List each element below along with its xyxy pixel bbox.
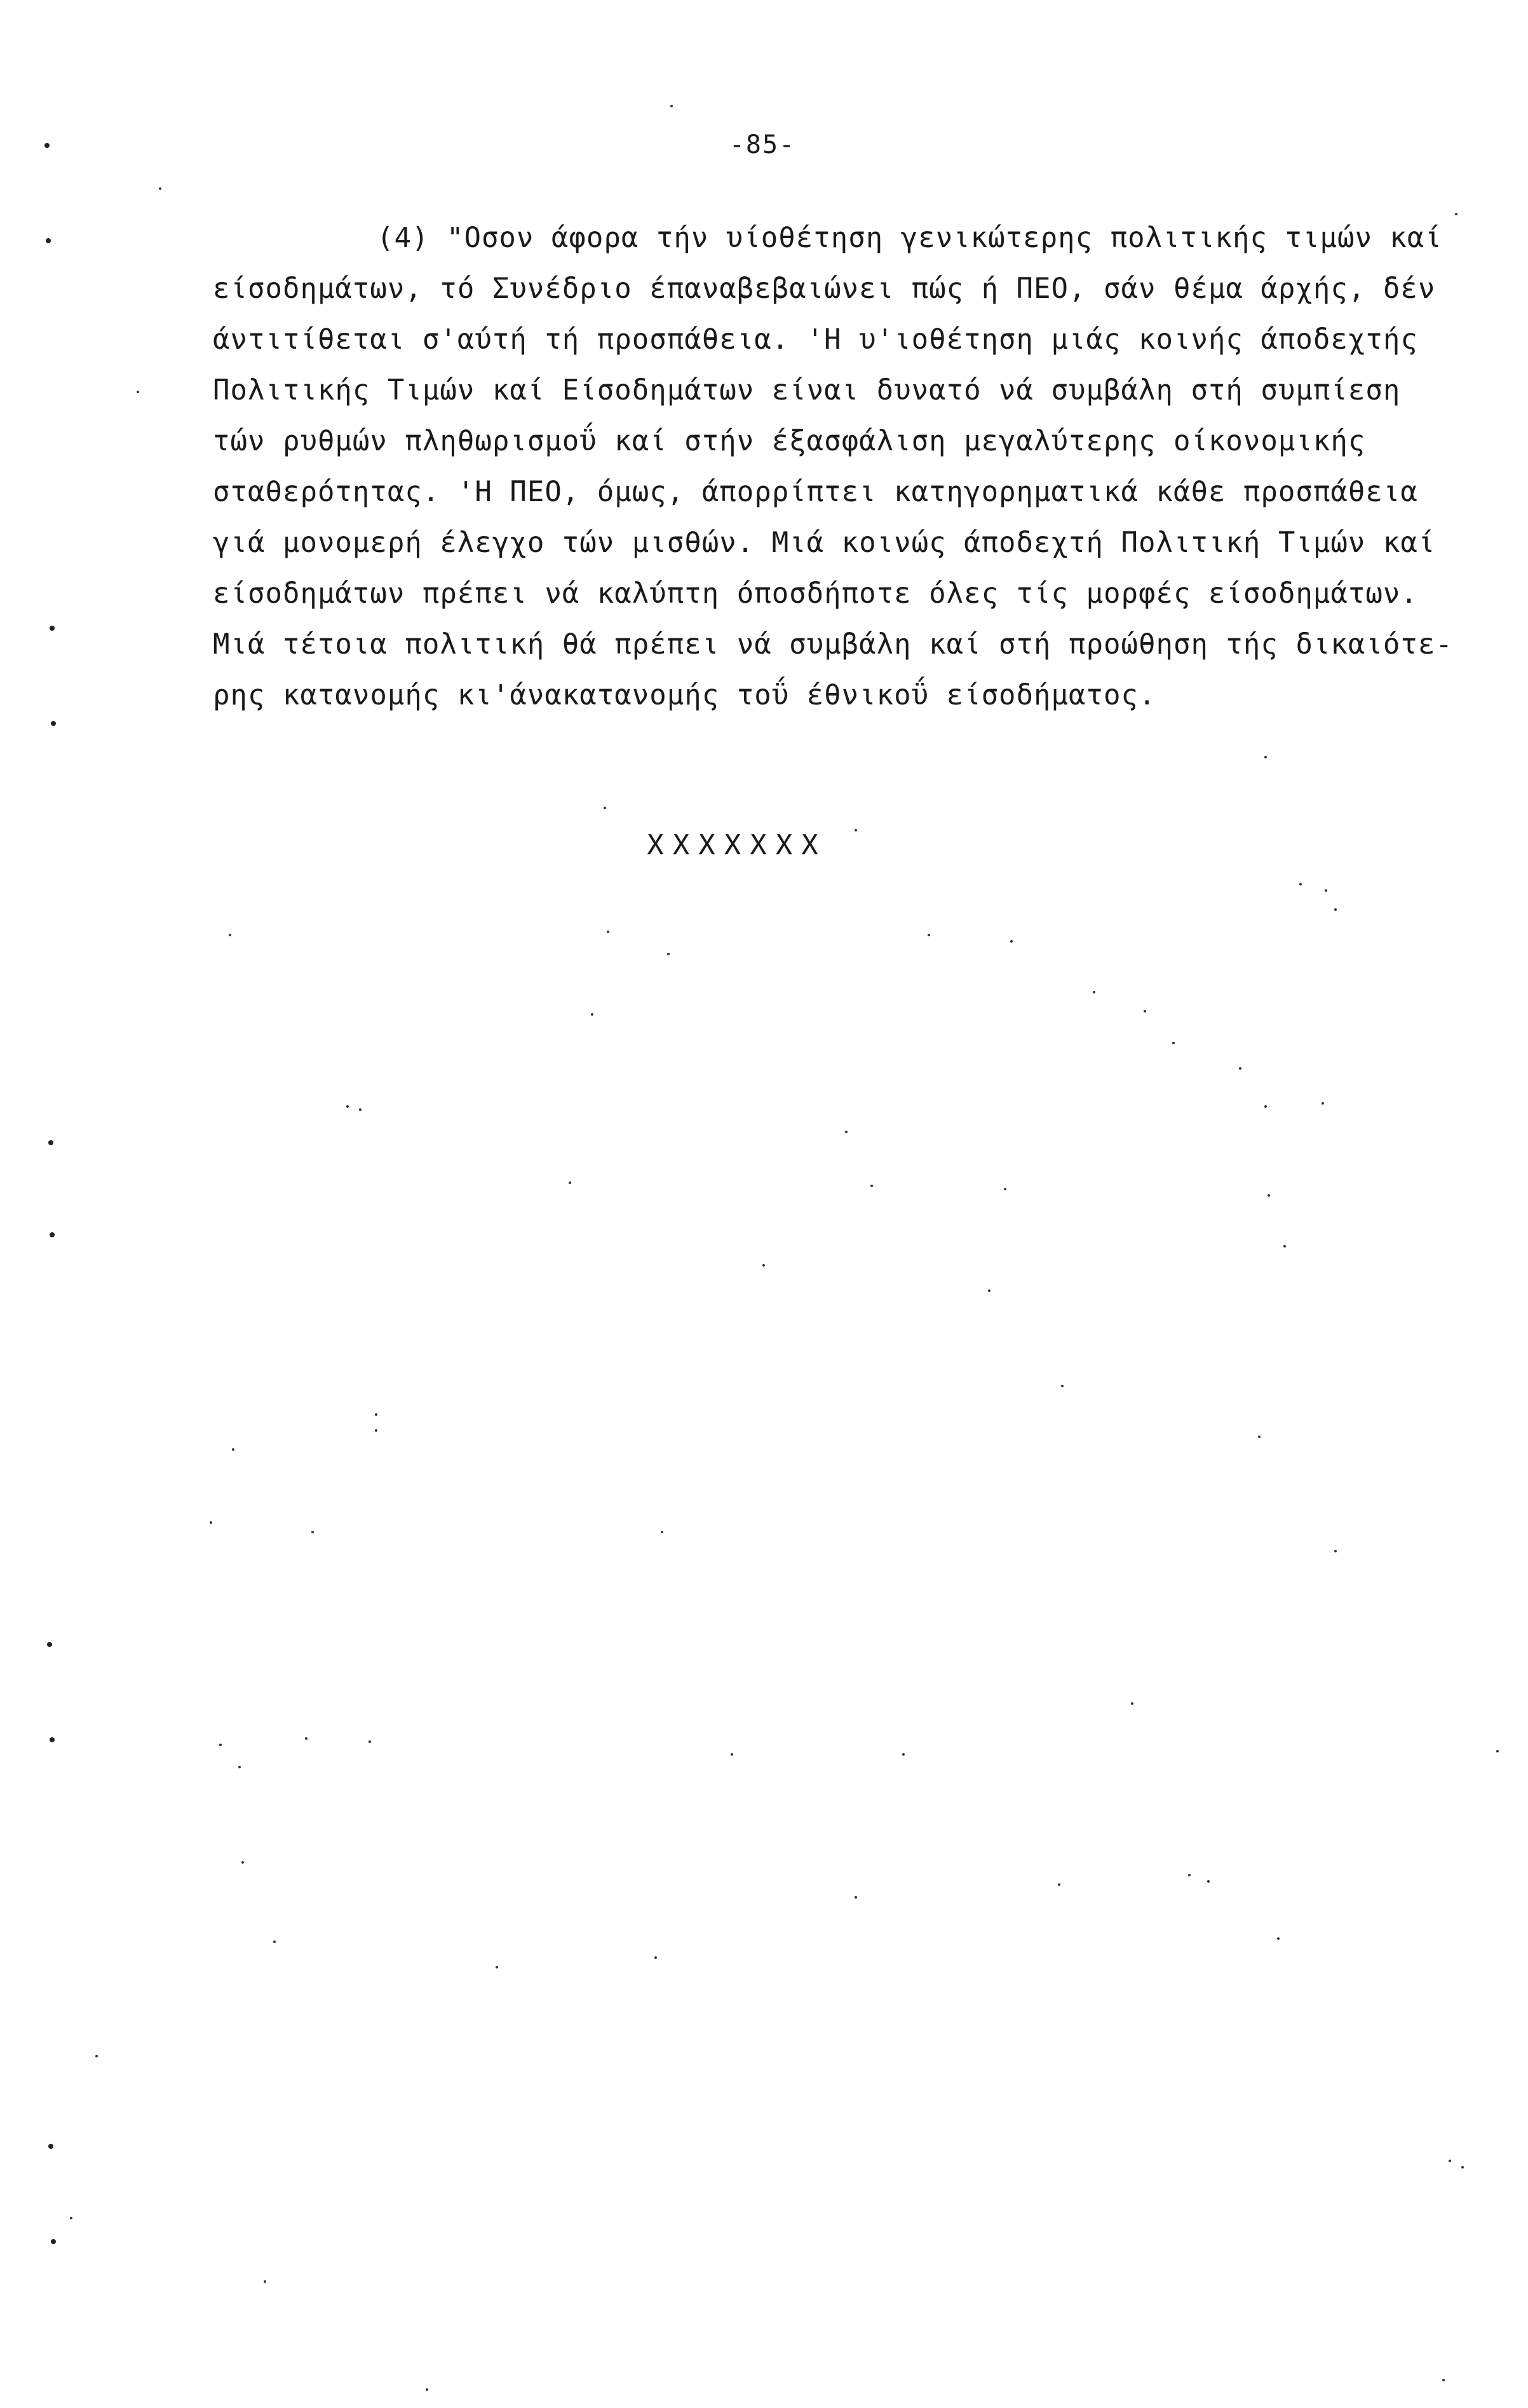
page-number: -85- bbox=[729, 130, 796, 159]
section-separator: XXXXXXX bbox=[647, 829, 827, 861]
paragraph-line: Πολιτικής Τιμών καί Είσοδημάτων είναι δυνατό νά συμβάλη στή συμπίεση bbox=[213, 374, 1401, 407]
paragraph-line: τών ρυθμών πληθωρισμοΰ καί στήν έξασφάλιση μεγαλύτερης οίκονομικής bbox=[213, 425, 1366, 457]
paragraph-line: γιά μονομερή έλεγχο τών μισθών. Μιά κοινώς άποδεχτή Πολιτική Τιμών καί bbox=[213, 527, 1436, 559]
paragraph-line: ρης κατανομής κι'άνακατανομής τοΰ έθνικοΰ είσοδήματος. bbox=[213, 679, 1156, 711]
paragraph-line: είσοδημάτων πρέπει νά καλύπτη όποσδήποτε όλες τίς μορφές είσοδημάτων. bbox=[213, 577, 1418, 610]
paragraph-line: Μιά τέτοια πολιτική θά πρέπει νά συμβάλη καί στή προώθηση τής δικαιότε- bbox=[213, 628, 1453, 661]
paragraph-line: άντιτίθεται σ'αύτή τή προσπάθεια. 'Η υ'ιοθέτηση μιάς κοινής άποδεχτής bbox=[213, 323, 1418, 356]
paragraph-line: είσοδημάτων, τό Συνέδριο έπαναβεβαιώνει πώς ή ΠΕΟ, σάν θέμα άρχής, δέν bbox=[213, 272, 1436, 305]
paragraph-line: σταθερότητας. 'Η ΠΕΟ, όμως, άπορρίπτει κατηγορηματικά κάθε προσπάθεια bbox=[213, 476, 1418, 508]
paragraph-line: (4) "Οσον άφορα τήν υίοθέτηση γενικώτερης πολιτικής τιμών καί bbox=[377, 222, 1442, 254]
paragraph-4 bbox=[213, 213, 1453, 721]
